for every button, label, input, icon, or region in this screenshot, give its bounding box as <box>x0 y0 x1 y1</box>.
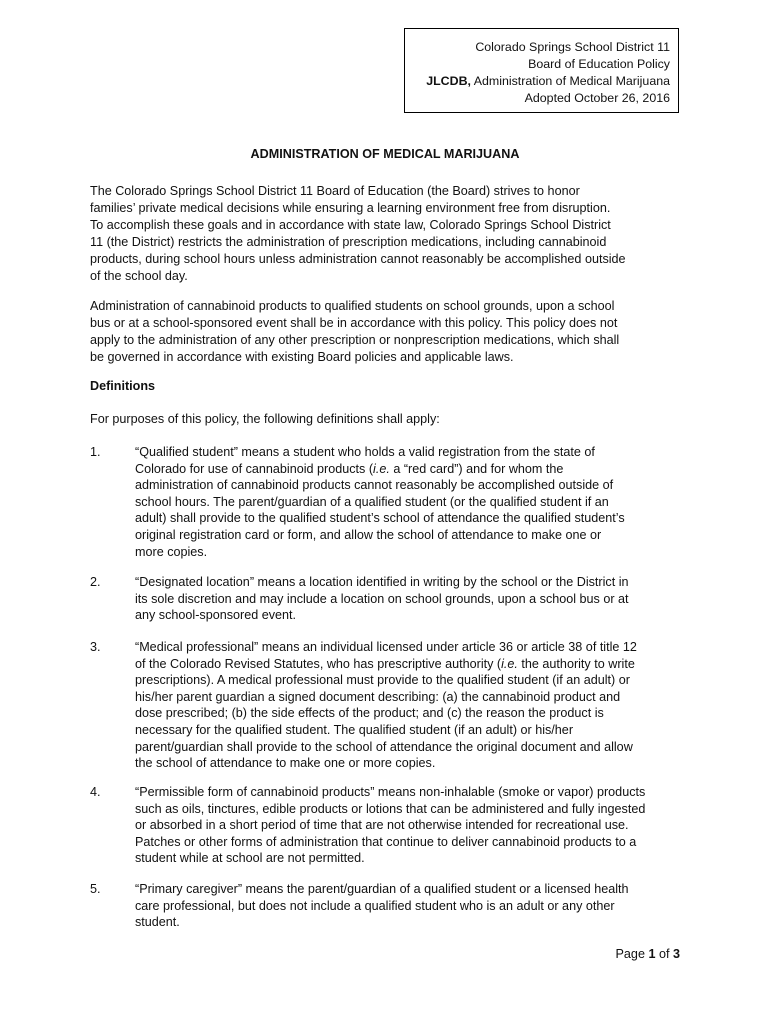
definition-line: any school-sponsored event. <box>135 608 297 623</box>
definition-text <box>135 444 690 560</box>
paragraph-line: bus or at a school-sponsored event shall be in accordance with this policy. This policy does not <box>90 316 618 330</box>
definitions-intro <box>90 411 690 428</box>
paragraph-line: apply to the administration of any other prescription or nonprescription medications, which shall <box>90 333 620 347</box>
definition-line: “Designated location” means a location identified in writing by the school or the District in <box>135 575 629 589</box>
definition-line: his/her parent guardian a signed document describing: (a) the cannabinoid product and <box>135 689 621 704</box>
definition-line: “Qualified student” means a student who holds a valid registration from the state of <box>135 445 595 459</box>
paragraph-line: For purposes of this policy, the following definitions shall apply: <box>90 412 440 426</box>
definition-line: Patches or other forms of administration that continue to deliver cannabinoid products to a <box>135 834 637 849</box>
definition-number: 3. <box>90 640 101 654</box>
definition-line: necessary for the qualified student. The qualified student (if an adult) or his/her <box>135 722 574 737</box>
definition-number: 1. <box>90 445 101 459</box>
policy-code: JLCDB, <box>426 74 471 88</box>
definition-line: such as oils, tinctures, edible products or lotions that can be administered and fully ingested <box>135 801 646 816</box>
page-of-label: of <box>655 947 673 961</box>
paragraph-line: families’ private medical decisions while ensuring a learning environment free from disruption. <box>90 201 611 215</box>
definition-line: more copies. <box>135 544 208 559</box>
definition-line: dose prescribed; (b) the side effects of the product; and (c) the reason the product is <box>135 706 604 721</box>
paragraph-line: 11 (the District) restricts the administration of prescription medications, including cannabinoid <box>90 235 607 249</box>
definition-line: student while at school are not permitted. <box>135 851 365 866</box>
definition-line: prescriptions). A medical professional must provide to the qualified student (if an adult) or <box>135 673 630 688</box>
policy-header-box <box>404 28 679 113</box>
definition-line: its sole discretion and may include a location on school grounds, upon a school bus or at <box>135 591 629 606</box>
header-board-policy: Board of Education Policy <box>528 57 670 71</box>
definition-line: adult) shall provide to the qualified student’s school of attendance the qualified student’s <box>135 511 625 526</box>
paragraph-line: To accomplish these goals and in accordance with state law, Colorado Springs School District <box>90 218 611 232</box>
italic-abbreviation: i.e. <box>373 461 390 476</box>
total-pages: 3 <box>672 947 680 961</box>
paragraph-line: be governed in accordance with existing Board policies and applicable laws. <box>90 350 514 364</box>
header-adopted-date: Adopted October 26, 2016 <box>524 91 670 105</box>
definition-line: “Primary caregiver” means the parent/guardian of a qualified student or a licensed health <box>135 882 629 896</box>
definition-line: student. <box>135 915 180 930</box>
definition-number: 2. <box>90 575 101 589</box>
definition-number: 4. <box>90 785 101 799</box>
paragraph-line: products, during school hours unless administration cannot reasonably be accomplished outside <box>90 252 626 266</box>
definition-line: or absorbed in a short period of time that are not otherwise intended for recreational use. <box>135 818 629 833</box>
intro-paragraph <box>90 183 690 285</box>
header-policy-code-line <box>405 73 670 90</box>
scope-paragraph <box>90 298 690 366</box>
definition-line: “Medical professional” means an individual licensed under article 36 or article 38 of title 12 <box>135 640 637 654</box>
paragraph-line: The Colorado Springs School District 11 Board of Education (the Board) strives to honor <box>90 184 580 198</box>
definition-line: care professional, but does not include a qualified student who is an adult or any other <box>135 898 615 913</box>
definition-text <box>135 784 690 867</box>
definition-number: 5. <box>90 882 101 896</box>
header-district: Colorado Springs School District 11 <box>475 40 670 54</box>
definition-line: of the Colorado Revised Statutes, who has prescriptive authority (i.e. the authority to write <box>135 656 635 671</box>
definition-text <box>135 574 690 624</box>
definition-line: the school of attendance to make one or more copies. <box>135 756 436 771</box>
current-page: 1 <box>648 947 656 961</box>
document-title: ADMINISTRATION OF MEDICAL MARIJUANA <box>250 147 520 161</box>
definition-text <box>135 881 690 931</box>
policy-name: Administration of Medical Marijuana <box>470 74 670 88</box>
page-label: Page <box>615 947 649 961</box>
page-number <box>616 946 680 962</box>
definition-line: “Permissible form of cannabinoid products” means non-inhalable (smoke or vapor) products <box>135 785 646 799</box>
definition-line: Colorado for use of cannabinoid products (i.e. a “red card”) and for whom the <box>135 461 564 476</box>
definition-line: school hours. The parent/guardian of a qualified student (or the qualified student if an <box>135 494 609 509</box>
paragraph-line: of the school day. <box>90 269 188 283</box>
definition-line: original registration card or form, and allow the school of attendance to make one or <box>135 527 602 542</box>
definition-text <box>135 639 690 772</box>
italic-abbreviation: i.e. <box>501 656 518 671</box>
definitions-heading: Definitions <box>90 379 156 393</box>
definition-line: parent/guardian shall provide to the school of attendance the original document and allow <box>135 739 633 754</box>
paragraph-line: Administration of cannabinoid products to qualified students on school grounds, upon a school <box>90 299 615 313</box>
definition-line: administration of cannabinoid products cannot reasonably be accomplished outside of <box>135 478 614 493</box>
